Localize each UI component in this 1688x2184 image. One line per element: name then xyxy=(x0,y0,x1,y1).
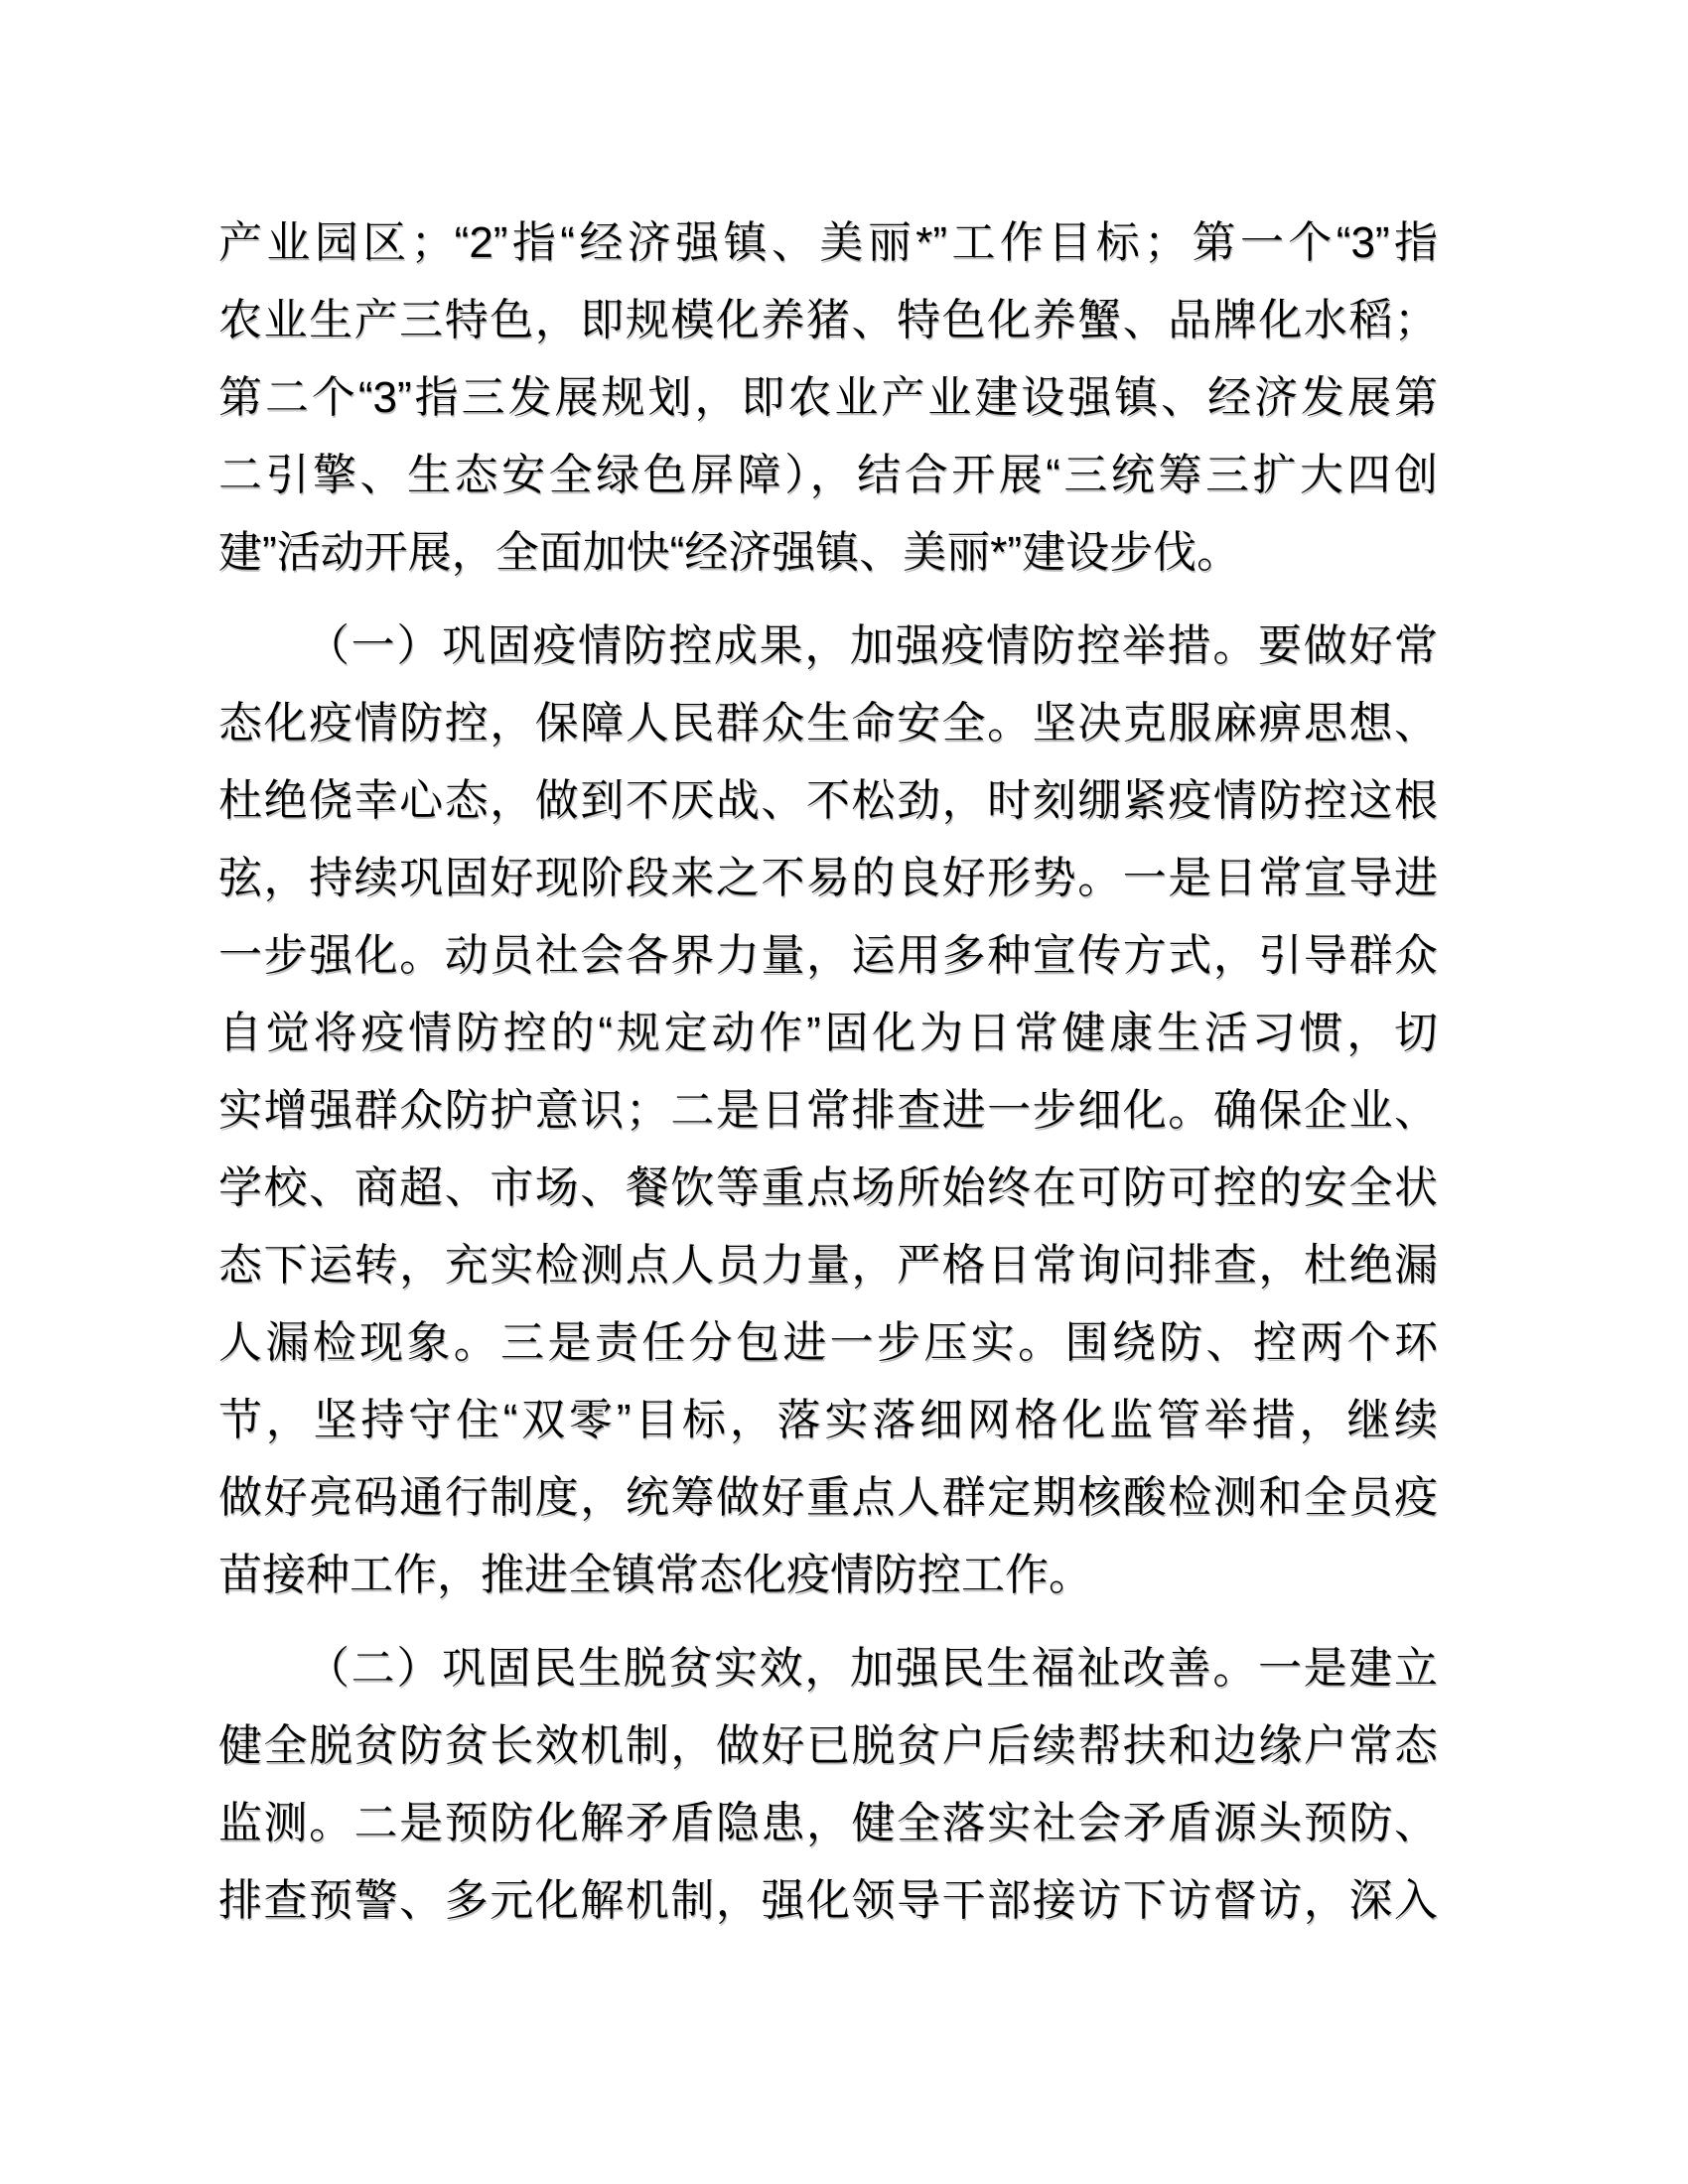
text-line: 一步强化。动员社会各界力量，运用多种宣传方式，引导群众 xyxy=(218,931,1438,980)
text-line: 农业生产三特色，即规模化养猪、特色化养蟹、品牌化水稻； xyxy=(218,296,1438,344)
text-line: 态下运转，充实检测点人员力量，严格日常询问排查，杜绝漏 xyxy=(218,1241,1438,1290)
text-line: 做好亮码通行制度，统筹做好重点人群定期核酸检测和全员疫 xyxy=(218,1473,1438,1522)
document-text-block xyxy=(218,205,1438,1940)
text-line: 第二个“3”指三发展规划，即农业产业建设强镇、经济发展第 xyxy=(218,373,1438,422)
paragraph xyxy=(218,608,1438,1614)
text-line: 建”活动开展，全面加快“经济强镇、美丽*”建设步伐。 xyxy=(218,528,1241,577)
text-line: 弦，持续巩固好现阶段来之不易的良好形势。一是日常宣导进 xyxy=(218,854,1438,902)
paragraph xyxy=(218,1630,1438,1940)
text-line: 节，坚持守住“双零”目标，落实落细网格化监管举措，继续 xyxy=(218,1396,1438,1444)
text-line: 学校、商超、市场、餐饮等重点场所始终在可防可控的安全状 xyxy=(218,1163,1438,1212)
text-line: 态化疫情防控，保障人民群众生命安全。坚决克服麻痹思想、 xyxy=(218,699,1438,748)
text-line: 二引擎、生态安全绿色屏障），结合开展“三统筹三扩大四创 xyxy=(218,451,1438,499)
text-line: 健全脱贫防贫长效机制，做好已脱贫户后续帮扶和边缘户常态 xyxy=(218,1721,1438,1770)
text-line: 人漏检现象。三是责任分包进一步压实。围绕防、控两个环 xyxy=(218,1318,1438,1367)
text-line: 监测。二是预防化解矛盾隐患，健全落实社会矛盾源头预防、 xyxy=(218,1799,1438,1847)
text-line: 排查预警、多元化解机制，强化领导干部接访下访督访，深入 xyxy=(218,1876,1438,1925)
text-line: （一）巩固疫情防控成果，加强疫情防控举措。要做好常 xyxy=(306,621,1438,670)
text-line: 杜绝侥幸心态，做到不厌战、不松劲，时刻绷紧疫情防控这根 xyxy=(218,776,1438,825)
text-line: （二）巩固民生脱贫实效，加强民生福祉改善。一是建立 xyxy=(306,1644,1438,1693)
text-line: 产业园区；“2”指“经济强镇、美丽*”工作目标；第一个“3”指 xyxy=(218,218,1438,267)
text-line: 自觉将疫情防控的“规定动作”固化为日常健康生活习惯，切 xyxy=(218,1009,1438,1057)
paragraph xyxy=(218,205,1438,592)
text-line: 实增强群众防护意识；二是日常排查进一步细化。确保企业、 xyxy=(218,1086,1438,1135)
text-line: 苗接种工作，推进全镇常态化疫情防控工作。 xyxy=(218,1551,1092,1599)
